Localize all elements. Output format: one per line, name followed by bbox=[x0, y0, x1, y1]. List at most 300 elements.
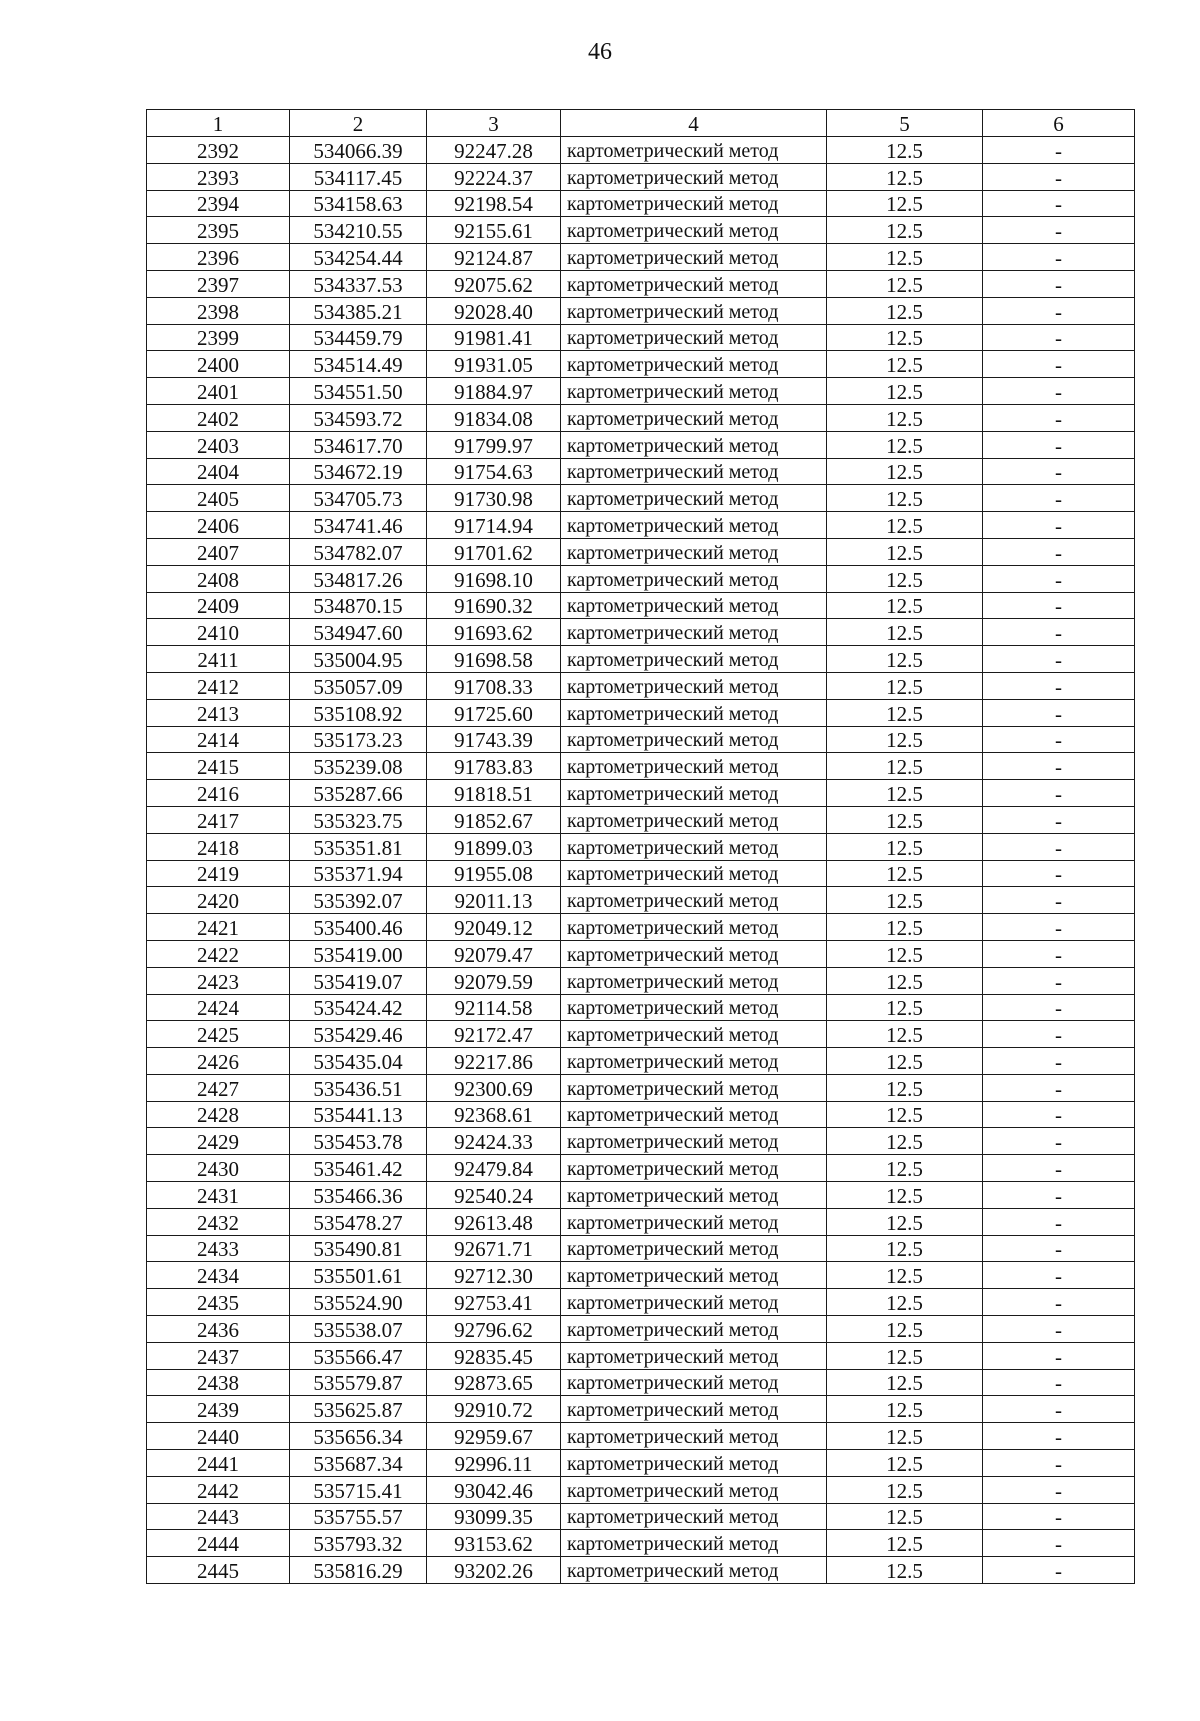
table-header bbox=[147, 110, 1135, 137]
note-cell: - bbox=[983, 163, 1135, 190]
method-cell: картометрический метод bbox=[561, 270, 827, 297]
y-coordinate-cell: 91834.08 bbox=[427, 404, 561, 431]
point-number-cell: 2407 bbox=[147, 538, 290, 565]
note-cell: - bbox=[983, 860, 1135, 887]
note-cell: - bbox=[983, 244, 1135, 271]
accuracy-cell: 12.5 bbox=[827, 619, 983, 646]
y-coordinate-cell: 92479.84 bbox=[427, 1155, 561, 1182]
method-cell: картометрический метод bbox=[561, 190, 827, 217]
note-cell: - bbox=[983, 780, 1135, 807]
accuracy-cell: 12.5 bbox=[827, 1048, 983, 1075]
y-coordinate-cell: 92671.71 bbox=[427, 1235, 561, 1262]
table-row bbox=[147, 1208, 1135, 1235]
point-number-cell: 2392 bbox=[147, 137, 290, 164]
note-cell: - bbox=[983, 833, 1135, 860]
method-cell: картометрический метод bbox=[561, 1289, 827, 1316]
table-row bbox=[147, 431, 1135, 458]
accuracy-cell: 12.5 bbox=[827, 297, 983, 324]
table-row bbox=[147, 324, 1135, 351]
note-cell: - bbox=[983, 1128, 1135, 1155]
note-cell: - bbox=[983, 967, 1135, 994]
method-cell: картометрический метод bbox=[561, 1235, 827, 1262]
y-coordinate-cell: 92124.87 bbox=[427, 244, 561, 271]
accuracy-cell: 12.5 bbox=[827, 485, 983, 512]
accuracy-cell: 12.5 bbox=[827, 378, 983, 405]
point-number-cell: 2404 bbox=[147, 458, 290, 485]
y-coordinate-cell: 91701.62 bbox=[427, 538, 561, 565]
x-coordinate-cell: 535656.34 bbox=[290, 1423, 427, 1450]
table-row bbox=[147, 1289, 1135, 1316]
x-coordinate-cell: 535400.46 bbox=[290, 914, 427, 941]
table-row bbox=[147, 1235, 1135, 1262]
accuracy-cell: 12.5 bbox=[827, 404, 983, 431]
table-row bbox=[147, 806, 1135, 833]
note-cell: - bbox=[983, 646, 1135, 673]
x-coordinate-cell: 535715.41 bbox=[290, 1476, 427, 1503]
y-coordinate-cell: 92079.59 bbox=[427, 967, 561, 994]
point-number-cell: 2399 bbox=[147, 324, 290, 351]
x-coordinate-cell: 535419.07 bbox=[290, 967, 427, 994]
note-cell: - bbox=[983, 1182, 1135, 1209]
table-row bbox=[147, 270, 1135, 297]
y-coordinate-cell: 91899.03 bbox=[427, 833, 561, 860]
method-cell: картометрический метод bbox=[561, 1155, 827, 1182]
accuracy-cell: 12.5 bbox=[827, 137, 983, 164]
accuracy-cell: 12.5 bbox=[827, 860, 983, 887]
table-row bbox=[147, 887, 1135, 914]
method-cell: картометрический метод bbox=[561, 1450, 827, 1477]
method-cell: картометрический метод bbox=[561, 1128, 827, 1155]
y-coordinate-cell: 92300.69 bbox=[427, 1074, 561, 1101]
method-cell: картометрический метод bbox=[561, 485, 827, 512]
table-row bbox=[147, 860, 1135, 887]
table-row bbox=[147, 1262, 1135, 1289]
note-cell: - bbox=[983, 1289, 1135, 1316]
y-coordinate-cell: 91708.33 bbox=[427, 672, 561, 699]
note-cell: - bbox=[983, 726, 1135, 753]
y-coordinate-cell: 91852.67 bbox=[427, 806, 561, 833]
table-row bbox=[147, 378, 1135, 405]
accuracy-cell: 12.5 bbox=[827, 351, 983, 378]
note-cell: - bbox=[983, 538, 1135, 565]
point-number-cell: 2420 bbox=[147, 887, 290, 914]
y-coordinate-cell: 92075.62 bbox=[427, 270, 561, 297]
note-cell: - bbox=[983, 431, 1135, 458]
point-number-cell: 2437 bbox=[147, 1342, 290, 1369]
y-coordinate-cell: 92540.24 bbox=[427, 1182, 561, 1209]
accuracy-cell: 12.5 bbox=[827, 1155, 983, 1182]
note-cell: - bbox=[983, 940, 1135, 967]
x-coordinate-cell: 535461.42 bbox=[290, 1155, 427, 1182]
x-coordinate-cell: 534337.53 bbox=[290, 270, 427, 297]
y-coordinate-cell: 92910.72 bbox=[427, 1396, 561, 1423]
table-row bbox=[147, 1182, 1135, 1209]
note-cell: - bbox=[983, 217, 1135, 244]
note-cell: - bbox=[983, 1503, 1135, 1530]
note-cell: - bbox=[983, 458, 1135, 485]
y-coordinate-cell: 92712.30 bbox=[427, 1262, 561, 1289]
method-cell: картометрический метод bbox=[561, 378, 827, 405]
x-coordinate-cell: 534158.63 bbox=[290, 190, 427, 217]
table-row bbox=[147, 1074, 1135, 1101]
note-cell: - bbox=[983, 297, 1135, 324]
y-coordinate-cell: 91955.08 bbox=[427, 860, 561, 887]
x-coordinate-cell: 534459.79 bbox=[290, 324, 427, 351]
method-cell: картометрический метод bbox=[561, 1530, 827, 1557]
table-row bbox=[147, 646, 1135, 673]
accuracy-cell: 12.5 bbox=[827, 458, 983, 485]
y-coordinate-cell: 92011.13 bbox=[427, 887, 561, 914]
table-row bbox=[147, 1396, 1135, 1423]
x-coordinate-cell: 535566.47 bbox=[290, 1342, 427, 1369]
note-cell: - bbox=[983, 190, 1135, 217]
point-number-cell: 2436 bbox=[147, 1316, 290, 1343]
accuracy-cell: 12.5 bbox=[827, 940, 983, 967]
table-row bbox=[147, 1342, 1135, 1369]
method-cell: картометрический метод bbox=[561, 1342, 827, 1369]
x-coordinate-cell: 534254.44 bbox=[290, 244, 427, 271]
point-number-cell: 2408 bbox=[147, 565, 290, 592]
table-row bbox=[147, 297, 1135, 324]
note-cell: - bbox=[983, 1450, 1135, 1477]
point-number-cell: 2412 bbox=[147, 672, 290, 699]
x-coordinate-cell: 535004.95 bbox=[290, 646, 427, 673]
x-coordinate-cell: 534385.21 bbox=[290, 297, 427, 324]
point-number-cell: 2421 bbox=[147, 914, 290, 941]
coordinates-table bbox=[146, 109, 1135, 1584]
point-number-cell: 2424 bbox=[147, 994, 290, 1021]
point-number-cell: 2413 bbox=[147, 699, 290, 726]
x-coordinate-cell: 535429.46 bbox=[290, 1021, 427, 1048]
method-cell: картометрический метод bbox=[561, 780, 827, 807]
method-cell: картометрический метод bbox=[561, 1316, 827, 1343]
column-header-1: 1 bbox=[147, 110, 290, 137]
y-coordinate-cell: 92424.33 bbox=[427, 1128, 561, 1155]
table-row bbox=[147, 1503, 1135, 1530]
table-row bbox=[147, 190, 1135, 217]
accuracy-cell: 12.5 bbox=[827, 512, 983, 539]
note-cell: - bbox=[983, 1262, 1135, 1289]
method-cell: картометрический метод bbox=[561, 217, 827, 244]
column-header-3: 3 bbox=[427, 110, 561, 137]
accuracy-cell: 12.5 bbox=[827, 1503, 983, 1530]
point-number-cell: 2414 bbox=[147, 726, 290, 753]
note-cell: - bbox=[983, 1369, 1135, 1396]
accuracy-cell: 12.5 bbox=[827, 270, 983, 297]
y-coordinate-cell: 92959.67 bbox=[427, 1423, 561, 1450]
note-cell: - bbox=[983, 619, 1135, 646]
x-coordinate-cell: 534705.73 bbox=[290, 485, 427, 512]
method-cell: картометрический метод bbox=[561, 163, 827, 190]
accuracy-cell: 12.5 bbox=[827, 646, 983, 673]
note-cell: - bbox=[983, 512, 1135, 539]
table-row bbox=[147, 699, 1135, 726]
point-number-cell: 2425 bbox=[147, 1021, 290, 1048]
point-number-cell: 2439 bbox=[147, 1396, 290, 1423]
note-cell: - bbox=[983, 994, 1135, 1021]
accuracy-cell: 12.5 bbox=[827, 431, 983, 458]
y-coordinate-cell: 93202.26 bbox=[427, 1557, 561, 1584]
x-coordinate-cell: 534817.26 bbox=[290, 565, 427, 592]
accuracy-cell: 12.5 bbox=[827, 914, 983, 941]
accuracy-cell: 12.5 bbox=[827, 1557, 983, 1584]
page-number: 46 bbox=[588, 39, 612, 65]
accuracy-cell: 12.5 bbox=[827, 538, 983, 565]
point-number-cell: 2400 bbox=[147, 351, 290, 378]
table-row bbox=[147, 1557, 1135, 1584]
point-number-cell: 2443 bbox=[147, 1503, 290, 1530]
method-cell: картометрический метод bbox=[561, 1396, 827, 1423]
y-coordinate-cell: 91725.60 bbox=[427, 699, 561, 726]
accuracy-cell: 12.5 bbox=[827, 1021, 983, 1048]
table-row bbox=[147, 1423, 1135, 1450]
x-coordinate-cell: 535490.81 bbox=[290, 1235, 427, 1262]
method-cell: картометрический метод bbox=[561, 431, 827, 458]
y-coordinate-cell: 92368.61 bbox=[427, 1101, 561, 1128]
x-coordinate-cell: 535466.36 bbox=[290, 1182, 427, 1209]
accuracy-cell: 12.5 bbox=[827, 1476, 983, 1503]
accuracy-cell: 12.5 bbox=[827, 244, 983, 271]
x-coordinate-cell: 535057.09 bbox=[290, 672, 427, 699]
x-coordinate-cell: 535424.42 bbox=[290, 994, 427, 1021]
accuracy-cell: 12.5 bbox=[827, 699, 983, 726]
table-row bbox=[147, 726, 1135, 753]
y-coordinate-cell: 93042.46 bbox=[427, 1476, 561, 1503]
note-cell: - bbox=[983, 565, 1135, 592]
y-coordinate-cell: 92224.37 bbox=[427, 163, 561, 190]
x-coordinate-cell: 535239.08 bbox=[290, 753, 427, 780]
point-number-cell: 2438 bbox=[147, 1369, 290, 1396]
y-coordinate-cell: 92796.62 bbox=[427, 1316, 561, 1343]
table-row bbox=[147, 1369, 1135, 1396]
note-cell: - bbox=[983, 1101, 1135, 1128]
accuracy-cell: 12.5 bbox=[827, 1208, 983, 1235]
note-cell: - bbox=[983, 137, 1135, 164]
method-cell: картометрический метод bbox=[561, 1369, 827, 1396]
method-cell: картометрический метод bbox=[561, 753, 827, 780]
y-coordinate-cell: 91698.10 bbox=[427, 565, 561, 592]
y-coordinate-cell: 92217.86 bbox=[427, 1048, 561, 1075]
method-cell: картометрический метод bbox=[561, 1476, 827, 1503]
column-header-6: 6 bbox=[983, 110, 1135, 137]
method-cell: картометрический метод bbox=[561, 1048, 827, 1075]
y-coordinate-cell: 93099.35 bbox=[427, 1503, 561, 1530]
point-number-cell: 2418 bbox=[147, 833, 290, 860]
x-coordinate-cell: 535392.07 bbox=[290, 887, 427, 914]
table-row bbox=[147, 1316, 1135, 1343]
y-coordinate-cell: 92049.12 bbox=[427, 914, 561, 941]
y-coordinate-cell: 92996.11 bbox=[427, 1450, 561, 1477]
table-row bbox=[147, 565, 1135, 592]
table-row bbox=[147, 1048, 1135, 1075]
accuracy-cell: 12.5 bbox=[827, 1369, 983, 1396]
note-cell: - bbox=[983, 270, 1135, 297]
accuracy-cell: 12.5 bbox=[827, 1396, 983, 1423]
method-cell: картометрический метод bbox=[561, 351, 827, 378]
point-number-cell: 2397 bbox=[147, 270, 290, 297]
table-row bbox=[147, 994, 1135, 1021]
method-cell: картометрический метод bbox=[561, 1182, 827, 1209]
y-coordinate-cell: 92873.65 bbox=[427, 1369, 561, 1396]
note-cell: - bbox=[983, 404, 1135, 431]
method-cell: картометрический метод bbox=[561, 592, 827, 619]
table-row bbox=[147, 163, 1135, 190]
table-row bbox=[147, 217, 1135, 244]
y-coordinate-cell: 91818.51 bbox=[427, 780, 561, 807]
x-coordinate-cell: 534514.49 bbox=[290, 351, 427, 378]
accuracy-cell: 12.5 bbox=[827, 1289, 983, 1316]
note-cell: - bbox=[983, 1048, 1135, 1075]
accuracy-cell: 12.5 bbox=[827, 887, 983, 914]
table-row bbox=[147, 672, 1135, 699]
x-coordinate-cell: 535371.94 bbox=[290, 860, 427, 887]
method-cell: картометрический метод bbox=[561, 860, 827, 887]
table-row bbox=[147, 244, 1135, 271]
point-number-cell: 2401 bbox=[147, 378, 290, 405]
x-coordinate-cell: 535478.27 bbox=[290, 1208, 427, 1235]
point-number-cell: 2394 bbox=[147, 190, 290, 217]
accuracy-cell: 12.5 bbox=[827, 190, 983, 217]
method-cell: картометрический метод bbox=[561, 672, 827, 699]
y-coordinate-cell: 92079.47 bbox=[427, 940, 561, 967]
x-coordinate-cell: 534870.15 bbox=[290, 592, 427, 619]
point-number-cell: 2431 bbox=[147, 1182, 290, 1209]
accuracy-cell: 12.5 bbox=[827, 1316, 983, 1343]
note-cell: - bbox=[983, 1342, 1135, 1369]
point-number-cell: 2402 bbox=[147, 404, 290, 431]
x-coordinate-cell: 535524.90 bbox=[290, 1289, 427, 1316]
method-cell: картометрический метод bbox=[561, 1208, 827, 1235]
x-coordinate-cell: 535441.13 bbox=[290, 1101, 427, 1128]
x-coordinate-cell: 534210.55 bbox=[290, 217, 427, 244]
note-cell: - bbox=[983, 672, 1135, 699]
x-coordinate-cell: 535323.75 bbox=[290, 806, 427, 833]
table-row bbox=[147, 753, 1135, 780]
y-coordinate-cell: 92028.40 bbox=[427, 297, 561, 324]
point-number-cell: 2406 bbox=[147, 512, 290, 539]
x-coordinate-cell: 534782.07 bbox=[290, 538, 427, 565]
x-coordinate-cell: 535453.78 bbox=[290, 1128, 427, 1155]
y-coordinate-cell: 91690.32 bbox=[427, 592, 561, 619]
y-coordinate-cell: 92198.54 bbox=[427, 190, 561, 217]
method-cell: картометрический метод bbox=[561, 324, 827, 351]
x-coordinate-cell: 535173.23 bbox=[290, 726, 427, 753]
point-number-cell: 2444 bbox=[147, 1530, 290, 1557]
x-coordinate-cell: 535351.81 bbox=[290, 833, 427, 860]
method-cell: картометрический метод bbox=[561, 806, 827, 833]
note-cell: - bbox=[983, 1476, 1135, 1503]
x-coordinate-cell: 535687.34 bbox=[290, 1450, 427, 1477]
method-cell: картометрический метод bbox=[561, 1557, 827, 1584]
method-cell: картометрический метод bbox=[561, 1021, 827, 1048]
y-coordinate-cell: 92247.28 bbox=[427, 137, 561, 164]
method-cell: картометрический метод bbox=[561, 940, 827, 967]
point-number-cell: 2415 bbox=[147, 753, 290, 780]
method-cell: картометрический метод bbox=[561, 967, 827, 994]
accuracy-cell: 12.5 bbox=[827, 592, 983, 619]
point-number-cell: 2441 bbox=[147, 1450, 290, 1477]
point-number-cell: 2403 bbox=[147, 431, 290, 458]
method-cell: картометрический метод bbox=[561, 458, 827, 485]
note-cell: - bbox=[983, 887, 1135, 914]
point-number-cell: 2434 bbox=[147, 1262, 290, 1289]
note-cell: - bbox=[983, 592, 1135, 619]
note-cell: - bbox=[983, 1557, 1135, 1584]
point-number-cell: 2395 bbox=[147, 217, 290, 244]
method-cell: картометрический метод bbox=[561, 512, 827, 539]
method-cell: картометрический метод bbox=[561, 914, 827, 941]
table-row bbox=[147, 1155, 1135, 1182]
table-row bbox=[147, 1530, 1135, 1557]
point-number-cell: 2409 bbox=[147, 592, 290, 619]
note-cell: - bbox=[983, 1530, 1135, 1557]
accuracy-cell: 12.5 bbox=[827, 1101, 983, 1128]
point-number-cell: 2429 bbox=[147, 1128, 290, 1155]
table-row bbox=[147, 780, 1135, 807]
table-row bbox=[147, 538, 1135, 565]
accuracy-cell: 12.5 bbox=[827, 1128, 983, 1155]
header-row bbox=[147, 110, 1135, 137]
note-cell: - bbox=[983, 1423, 1135, 1450]
accuracy-cell: 12.5 bbox=[827, 1342, 983, 1369]
x-coordinate-cell: 535108.92 bbox=[290, 699, 427, 726]
point-number-cell: 2417 bbox=[147, 806, 290, 833]
method-cell: картометрический метод bbox=[561, 565, 827, 592]
point-number-cell: 2411 bbox=[147, 646, 290, 673]
point-number-cell: 2396 bbox=[147, 244, 290, 271]
column-header-5: 5 bbox=[827, 110, 983, 137]
method-cell: картометрический метод bbox=[561, 833, 827, 860]
x-coordinate-cell: 534117.45 bbox=[290, 163, 427, 190]
point-number-cell: 2433 bbox=[147, 1235, 290, 1262]
point-number-cell: 2398 bbox=[147, 297, 290, 324]
method-cell: картометрический метод bbox=[561, 137, 827, 164]
accuracy-cell: 12.5 bbox=[827, 1423, 983, 1450]
note-cell: - bbox=[983, 806, 1135, 833]
x-coordinate-cell: 535436.51 bbox=[290, 1074, 427, 1101]
point-number-cell: 2432 bbox=[147, 1208, 290, 1235]
method-cell: картометрический метод bbox=[561, 1262, 827, 1289]
y-coordinate-cell: 92172.47 bbox=[427, 1021, 561, 1048]
y-coordinate-cell: 91714.94 bbox=[427, 512, 561, 539]
y-coordinate-cell: 91799.97 bbox=[427, 431, 561, 458]
method-cell: картометрический метод bbox=[561, 1074, 827, 1101]
note-cell: - bbox=[983, 1396, 1135, 1423]
table-row bbox=[147, 351, 1135, 378]
x-coordinate-cell: 534066.39 bbox=[290, 137, 427, 164]
accuracy-cell: 12.5 bbox=[827, 217, 983, 244]
table-row bbox=[147, 1476, 1135, 1503]
accuracy-cell: 12.5 bbox=[827, 994, 983, 1021]
point-number-cell: 2445 bbox=[147, 1557, 290, 1584]
method-cell: картометрический метод bbox=[561, 1503, 827, 1530]
y-coordinate-cell: 92753.41 bbox=[427, 1289, 561, 1316]
method-cell: картометрический метод bbox=[561, 538, 827, 565]
y-coordinate-cell: 91698.58 bbox=[427, 646, 561, 673]
x-coordinate-cell: 535435.04 bbox=[290, 1048, 427, 1075]
y-coordinate-cell: 91783.83 bbox=[427, 753, 561, 780]
table-row bbox=[147, 1128, 1135, 1155]
x-coordinate-cell: 534947.60 bbox=[290, 619, 427, 646]
accuracy-cell: 12.5 bbox=[827, 163, 983, 190]
column-header-4: 4 bbox=[561, 110, 827, 137]
point-number-cell: 2419 bbox=[147, 860, 290, 887]
method-cell: картометрический метод bbox=[561, 646, 827, 673]
accuracy-cell: 12.5 bbox=[827, 833, 983, 860]
method-cell: картометрический метод bbox=[561, 994, 827, 1021]
method-cell: картометрический метод bbox=[561, 244, 827, 271]
method-cell: картометрический метод bbox=[561, 699, 827, 726]
